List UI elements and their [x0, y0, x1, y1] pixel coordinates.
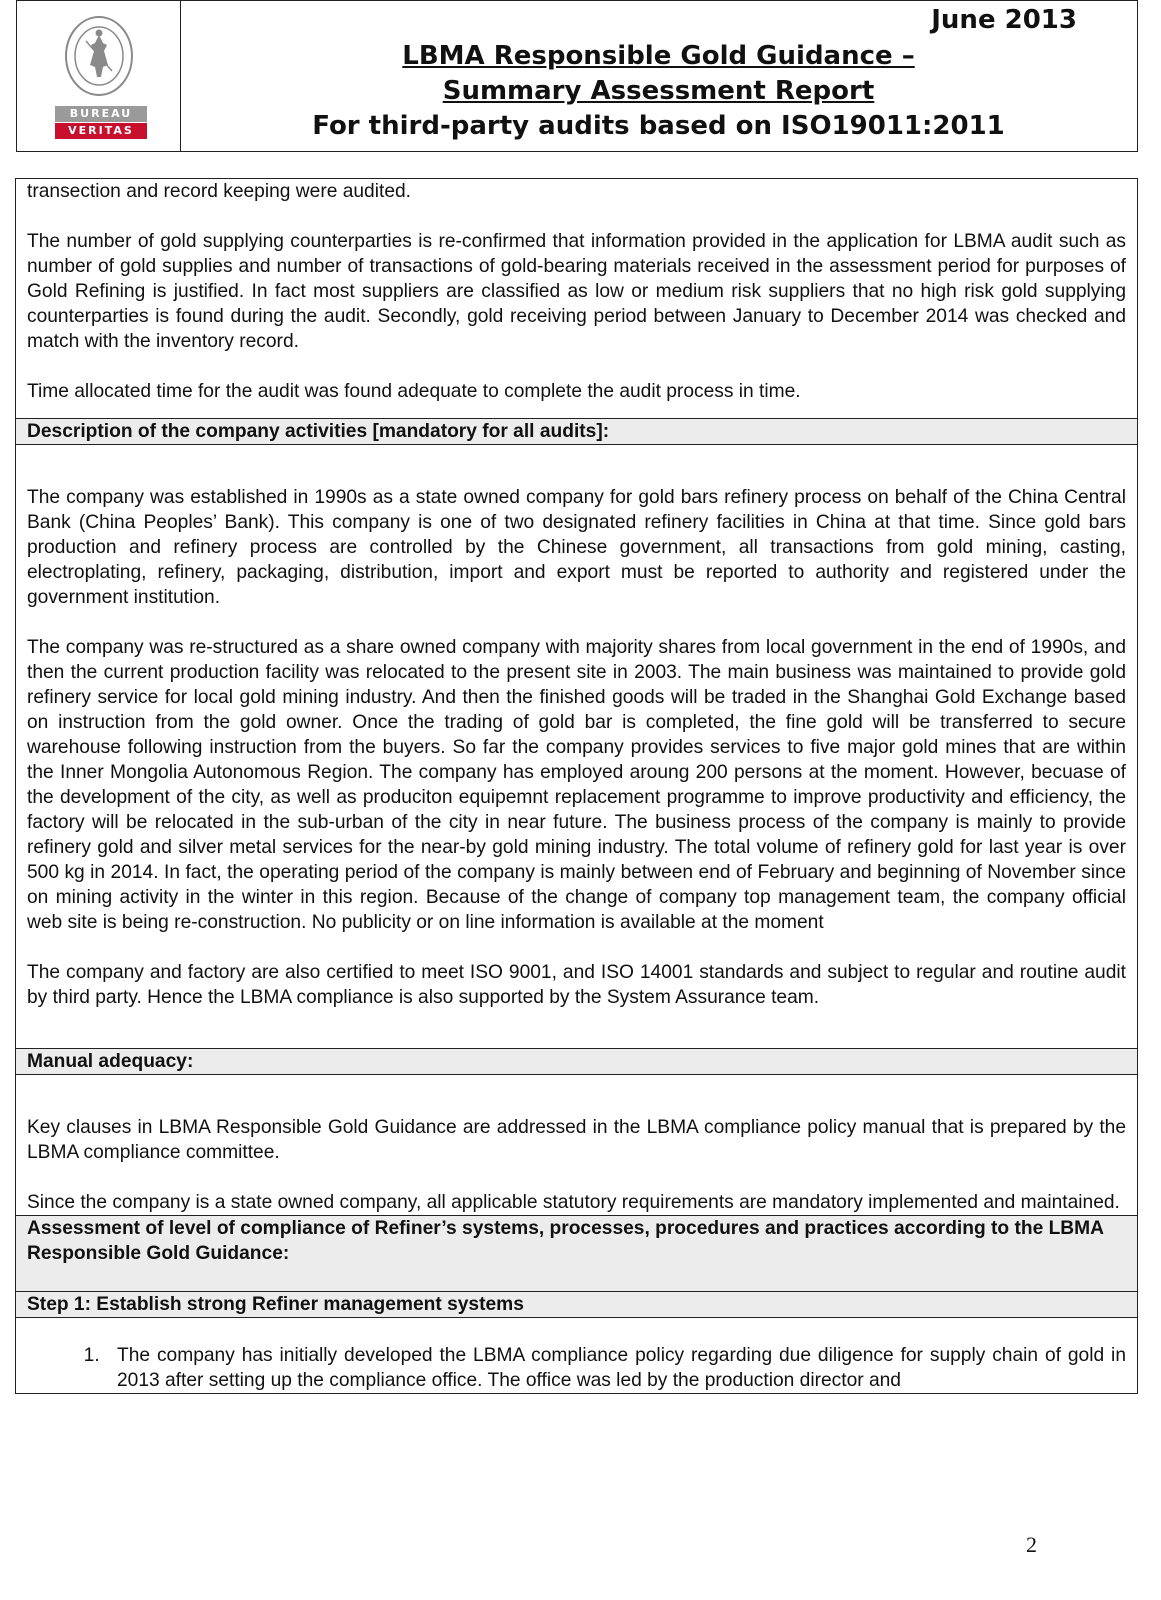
- step1-list: [27, 1343, 1126, 1393]
- section-heading-manual-adequacy: Manual adequacy:: [16, 1049, 1137, 1075]
- paragraph: Since the company is a state owned company, all applicable statutory requirements are mandatory implemented and maintained.: [27, 1192, 1120, 1213]
- section-step1: [16, 1318, 1137, 1393]
- report-title: [180, 39, 1137, 144]
- title-line-2: Summary Assessment Report: [442, 76, 875, 106]
- section-heading-assessment: Assessment of level of compliance of Refiner’s systems, processes, procedures and practices according to the LBMA Responsible Gold Guidance:: [16, 1216, 1137, 1292]
- title-line-3: For third-party audits based on ISO19011:2011: [312, 111, 1005, 141]
- list-item: 1. The company has initially developed the LBMA compliance policy regarding due diligence for supply chain of gold in 2013 after setting up the compliance office. The office was led by the production director and: [105, 1343, 1126, 1393]
- section-audit-scope: [16, 179, 1137, 419]
- bureau-veritas-seal-icon: [64, 15, 134, 97]
- paragraph: Key clauses in LBMA Responsible Gold Guidance are addressed in the LBMA compliance policy manual that is prepared by the LBMA compliance committee.: [27, 1117, 1126, 1163]
- section-heading-company-activities: Description of the company activities [mandatory for all audits]:: [16, 419, 1137, 445]
- logo-word-bureau: BUREAU: [55, 106, 147, 122]
- paragraph: Time allocated time for the audit was found adequate to complete the audit process in time.: [27, 381, 801, 402]
- paragraph: The company was re-structured as a share owned company with majority shares from local government in the end of 1990s, and then the current production facility was relocated to the present site in 2003. The main business was maintained to provide gold refinery service for local gold mining industry. And then the finished goods will be traded in the Shanghai Gold Exchange based on instruction from the gold owner. Once the trading of gold bar is completed, the fine gold will be transferred to secure warehouse following instruction from the buyers. So far the company provides services to five major gold mines that are within the Inner Mongolia Autonomous Region. The company has employed aroung 200 persons at the moment. However, becuase of the development of the city, as well as produciton equipemnt replacement programme to improve productivity and efficiency, the factory will be relocated in the sub-urban of the city in near future. The business process of the company is mainly to provide refinery gold and silver metal services for the near-by gold mining industry. The total volume of refinery gold for last year is over 500 kg in 2014. In fact, the operating period of the company is mainly between end of February and beginning of November since on mining activity in the winter in this region. Because of the change of company top management team, the company official web site is being re-construction. No publicity or on line information is available at the moment: [27, 637, 1126, 933]
- report-body-table: [15, 178, 1138, 1394]
- paragraph: The number of gold supplying counterparties is re-confirmed that information provided in the application for LBMA audit such as number of gold supplies and number of transactions of gold-bearing materials received in the assessment period for purposes of Gold Refining is justified. In fact most suppliers are classified as low or medium risk suppliers that no high risk gold supplying counterparties is found during the audit. Secondly, gold receiving period between January to December 2014 was checked and match with the inventory record.: [27, 231, 1126, 352]
- logo-word-veritas: VERITAS: [55, 123, 147, 139]
- section-heading-step1: Step 1: Establish strong Refiner management systems: [16, 1292, 1137, 1318]
- section-manual-adequacy: [16, 1075, 1137, 1216]
- report-date: June 2013: [931, 5, 1077, 35]
- logo-cell: [17, 1, 181, 151]
- paragraph: The company was established in 1990s as a state owned company for gold bars refinery process on behalf of the China Central Bank (China Peoples’ Bank). This company is one of two designated refinery facilities in China at that time. Since gold bars production and refinery process are controlled by the Chinese government, all transactions from gold mining, casting, electroplating, refinery, packaging, distribution, import and export must be reported to authority and registered under the government institution.: [27, 487, 1126, 608]
- page-number: 2: [1026, 1532, 1037, 1557]
- title-line-1: LBMA Responsible Gold Guidance –: [402, 41, 915, 71]
- section-company-activities: [16, 445, 1137, 1049]
- report-header: [16, 0, 1138, 152]
- paragraph: The company and factory are also certified to meet ISO 9001, and ISO 14001 standards and subject to regular and routine audit by third party. Hence the LBMA compliance is also supported by the System Assurance team.: [27, 962, 1126, 1008]
- paragraph: transection and record keeping were audited.: [27, 181, 411, 202]
